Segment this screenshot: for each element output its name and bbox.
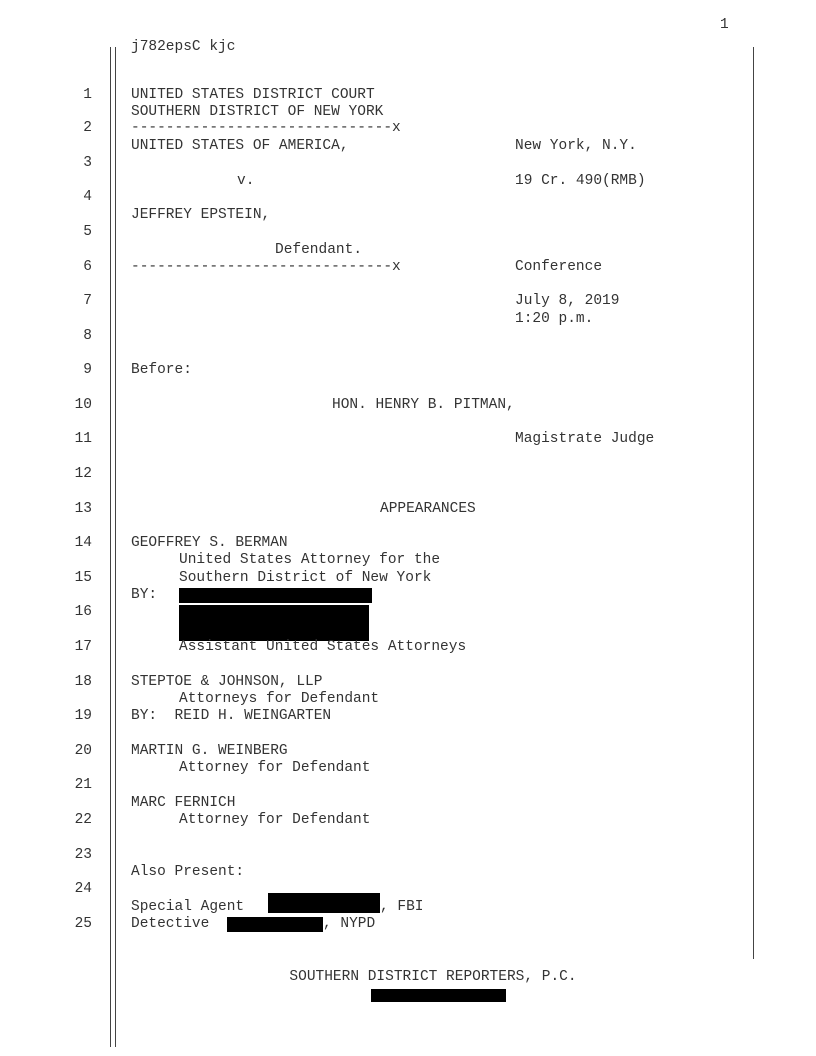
- defense-firm-by: BY: REID H. WEINGARTEN: [131, 708, 332, 724]
- detective-affiliation: , NYPD: [323, 916, 376, 932]
- line-number: 11: [74, 431, 92, 447]
- proceeding-date: July 8, 2019: [515, 293, 620, 309]
- government-attorney: GEOFFREY S. BERMAN: [131, 535, 288, 551]
- assistant-attorneys-label: Assistant United States Attorneys: [179, 639, 467, 655]
- line-number: 8: [83, 328, 92, 344]
- caption-separator-top: ------------------------------x: [131, 120, 401, 136]
- before-label: Before:: [131, 362, 192, 378]
- agent-affiliation: , FBI: [380, 899, 424, 915]
- detective-label: Detective: [131, 916, 210, 932]
- line-number: 10: [74, 397, 92, 413]
- line-number: 3: [83, 155, 92, 171]
- line-number: 21: [74, 777, 92, 793]
- right-margin-rule: [753, 47, 754, 959]
- line-number: 24: [74, 881, 92, 897]
- page-number: 1: [720, 17, 729, 33]
- line-number: 2: [83, 120, 92, 136]
- line-number: 22: [74, 812, 92, 828]
- defense-attorney-weinberg-role: Attorney for Defendant: [179, 760, 371, 776]
- defense-firm: STEPTOE & JOHNSON, LLP: [131, 674, 323, 690]
- redaction-block: [227, 917, 323, 932]
- line-number: 5: [83, 224, 92, 240]
- defense-attorney-fernich: MARC FERNICH: [131, 795, 236, 811]
- defendant-name: JEFFREY EPSTEIN,: [131, 207, 271, 223]
- defense-attorney-fernich-role: Attorney for Defendant: [179, 812, 371, 828]
- line-number: 20: [74, 743, 92, 759]
- also-present-label: Also Present:: [131, 864, 245, 880]
- government-role-line2: Southern District of New York: [179, 570, 432, 586]
- judge-title: Magistrate Judge: [515, 431, 655, 447]
- line-number: 12: [74, 466, 92, 482]
- redaction-block: [179, 605, 369, 641]
- defense-attorney-weinberg: MARTIN G. WEINBERG: [131, 743, 288, 759]
- line-number: 17: [74, 639, 92, 655]
- line-number: 19: [74, 708, 92, 724]
- line-number: 15: [74, 570, 92, 586]
- proceeding-time: 1:20 p.m.: [515, 311, 594, 327]
- plaintiff: UNITED STATES OF AMERICA,: [131, 138, 349, 154]
- left-margin-rule-inner: [115, 47, 116, 1047]
- government-role-line1: United States Attorney for the: [179, 552, 441, 568]
- line-number: 23: [74, 847, 92, 863]
- line-number: 25: [74, 916, 92, 932]
- header-code: j782epsC kjc: [131, 39, 236, 55]
- versus: v.: [237, 173, 255, 189]
- line-number: 18: [74, 674, 92, 690]
- line-number: 6: [83, 259, 92, 275]
- proceeding-type: Conference: [515, 259, 603, 275]
- line-number: 4: [83, 189, 92, 205]
- redaction-block: [371, 989, 506, 1002]
- appearances-heading: APPEARANCES: [380, 501, 476, 517]
- redaction-block: [179, 588, 372, 603]
- special-agent-label: Special Agent: [131, 899, 245, 915]
- line-number: 7: [83, 293, 92, 309]
- footer-reporter: SOUTHERN DISTRICT REPORTERS, P.C.: [289, 969, 577, 985]
- caption-separator-bottom: ------------------------------x: [131, 259, 401, 275]
- line-number: 9: [83, 362, 92, 378]
- line-number: 1: [83, 87, 92, 103]
- judge-name: HON. HENRY B. PITMAN,: [332, 397, 515, 413]
- defense-firm-role: Attorneys for Defendant: [179, 691, 380, 707]
- left-margin-rule-outer: [110, 47, 111, 1047]
- line-number: 14: [74, 535, 92, 551]
- court-district: SOUTHERN DISTRICT OF NEW YORK: [131, 104, 384, 120]
- case-number: 19 Cr. 490(RMB): [515, 173, 646, 189]
- defendant-label: Defendant.: [275, 242, 363, 258]
- line-number: 13: [74, 501, 92, 517]
- government-by: BY:: [131, 587, 158, 603]
- redaction-block: [268, 893, 380, 913]
- court-name: UNITED STATES DISTRICT COURT: [131, 87, 375, 103]
- location: New York, N.Y.: [515, 138, 637, 154]
- line-number: 16: [74, 604, 92, 620]
